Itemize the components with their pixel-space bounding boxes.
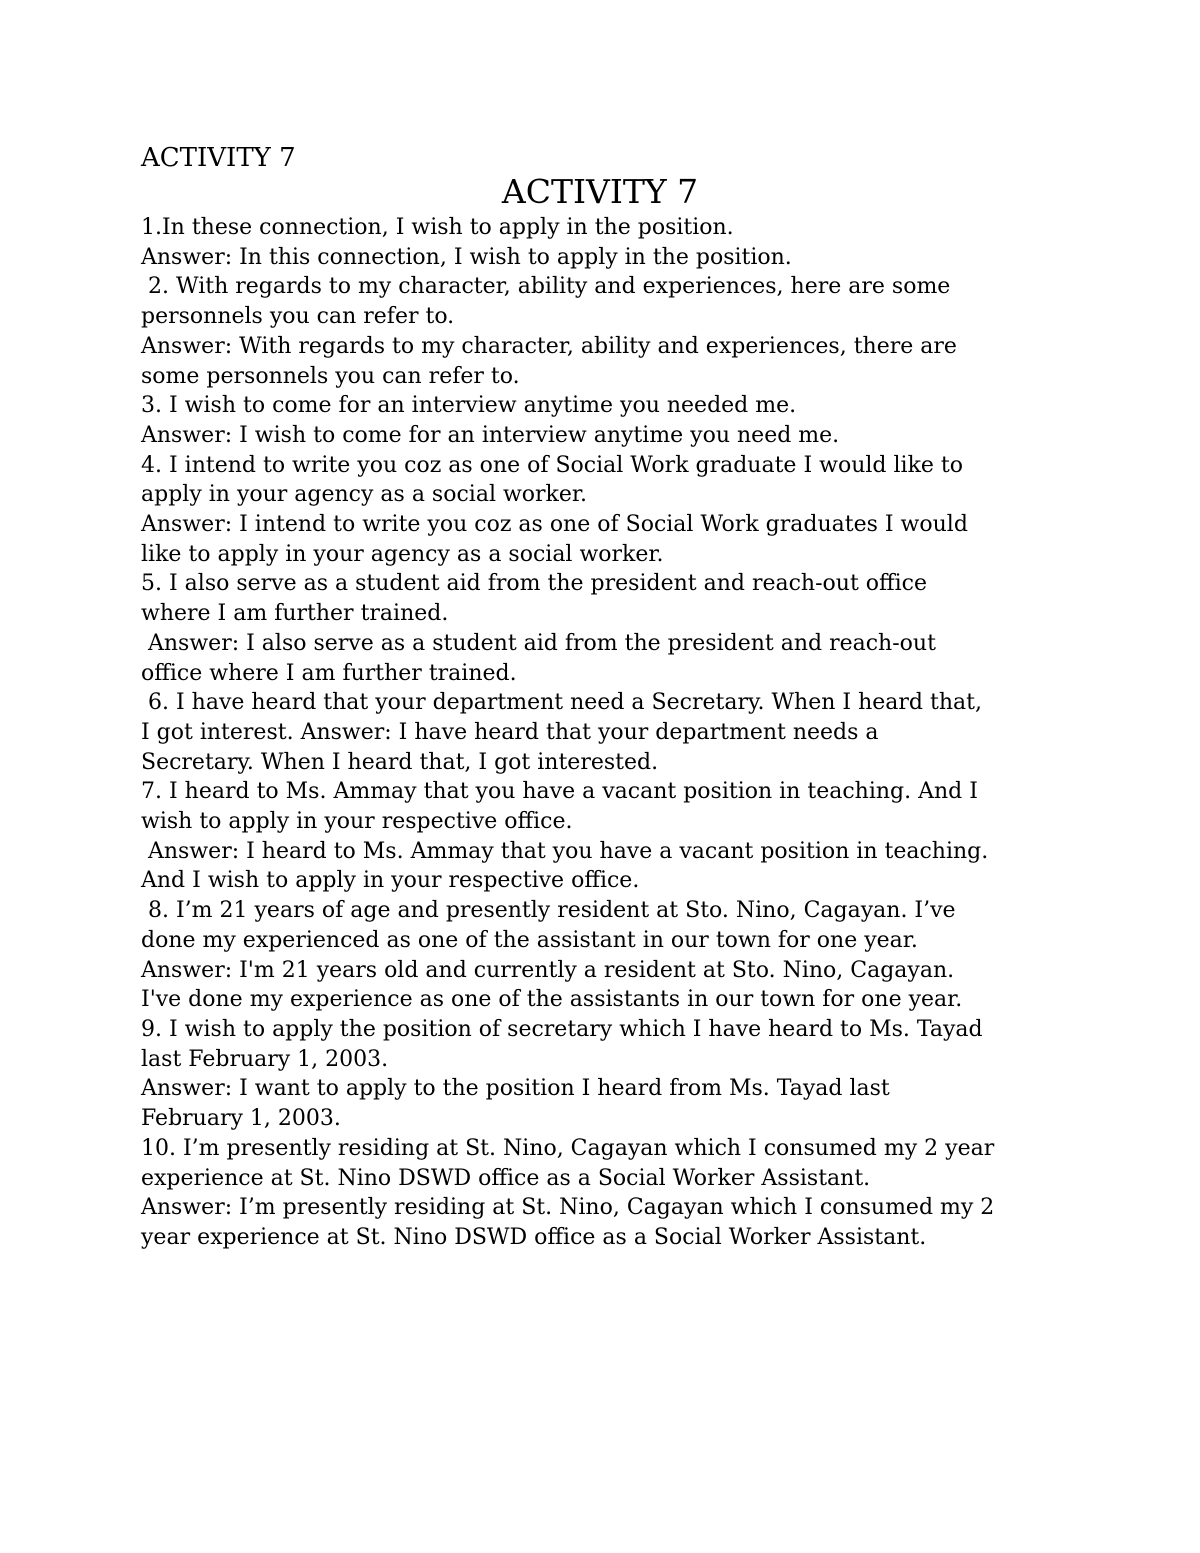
text-line: And I wish to apply in your respective office. [141,868,640,894]
document-body [141,213,1071,1253]
text-line: Answer: I heard to Ms. Ammay that you have a vacant position in teaching. [141,838,989,864]
text-line: some personnels you can refer to. [141,363,520,389]
text-line: 7. I heard to Ms. Ammay that you have a vacant position in teaching. And I [141,779,978,805]
document-title: ACTIVITY 7 [501,172,699,211]
text-line: Answer: I'm 21 years old and currently a resident at Sto. Nino, Cagayan. [141,957,955,983]
text-line: Answer: I wish to come for an interview anytime you need me. [141,422,840,448]
text-line: Answer: With regards to my character, ability and experiences, there are [141,333,957,359]
text-line: 9. I wish to apply the position of secretary which I have heard to Ms. Tayad [141,1016,983,1042]
text-line: Answer: I intend to write you coz as one of Social Work graduates I would [141,512,968,538]
text-line: Secretary. When I heard that, I got interested. [141,749,659,775]
text-line: 5. I also serve as a student aid from the president and reach-out office [141,571,928,597]
text-line: I've done my experience as one of the assistants in our town for one year. [141,987,963,1013]
text-line: I got interest. Answer: I have heard that your department needs a [141,719,879,745]
text-line: Answer: I also serve as a student aid from the president and reach-out [141,630,936,656]
text-line: Answer: I want to apply to the position I heard from Ms. Tayad last [141,1076,890,1102]
text-line: 6. I have heard that your department need a Secretary. When I heard that, [141,690,982,716]
text-line: year experience at St. Nino DSWD office as a Social Worker Assistant. [141,1224,927,1250]
text-line: experience at St. Nino DSWD office as a Social Worker Assistant. [141,1165,871,1191]
text-line: 8. I’m 21 years of age and presently resident at Sto. Nino, Cagayan. I’ve [141,898,956,924]
text-line: 10. I’m presently residing at St. Nino, Cagayan which I consumed my 2 year [141,1135,995,1161]
text-line: like to apply in your agency as a social worker. [141,541,664,567]
text-line: 1.In these connection, I wish to apply in the position. [141,215,734,240]
text-line: February 1, 2003. [141,1106,341,1132]
text-line: Answer: In this connection, I wish to apply in the position. [141,244,792,270]
text-line: 4. I intend to write you coz as one of Social Work graduate I would like to [141,452,963,478]
text-line: where I am further trained. [141,601,449,627]
text-line: wish to apply in your respective office. [141,809,573,835]
text-line: last February 1, 2003. [141,1046,389,1072]
text-line: Answer: I’m presently residing at St. Nino, Cagayan which I consumed my 2 [141,1195,995,1221]
text-line: 2. With regards to my character, ability and experiences, here are some [141,274,951,300]
text-line: apply in your agency as a social worker. [141,482,588,508]
text-line: 3. I wish to come for an interview anytime you needed me. [141,393,797,419]
document-heading: ACTIVITY 7 [141,143,296,173]
text-line: personnels you can refer to. [141,304,455,330]
text-line: office where I am further trained. [141,660,517,686]
text-line: done my experienced as one of the assistant in our town for one year. [141,927,918,953]
